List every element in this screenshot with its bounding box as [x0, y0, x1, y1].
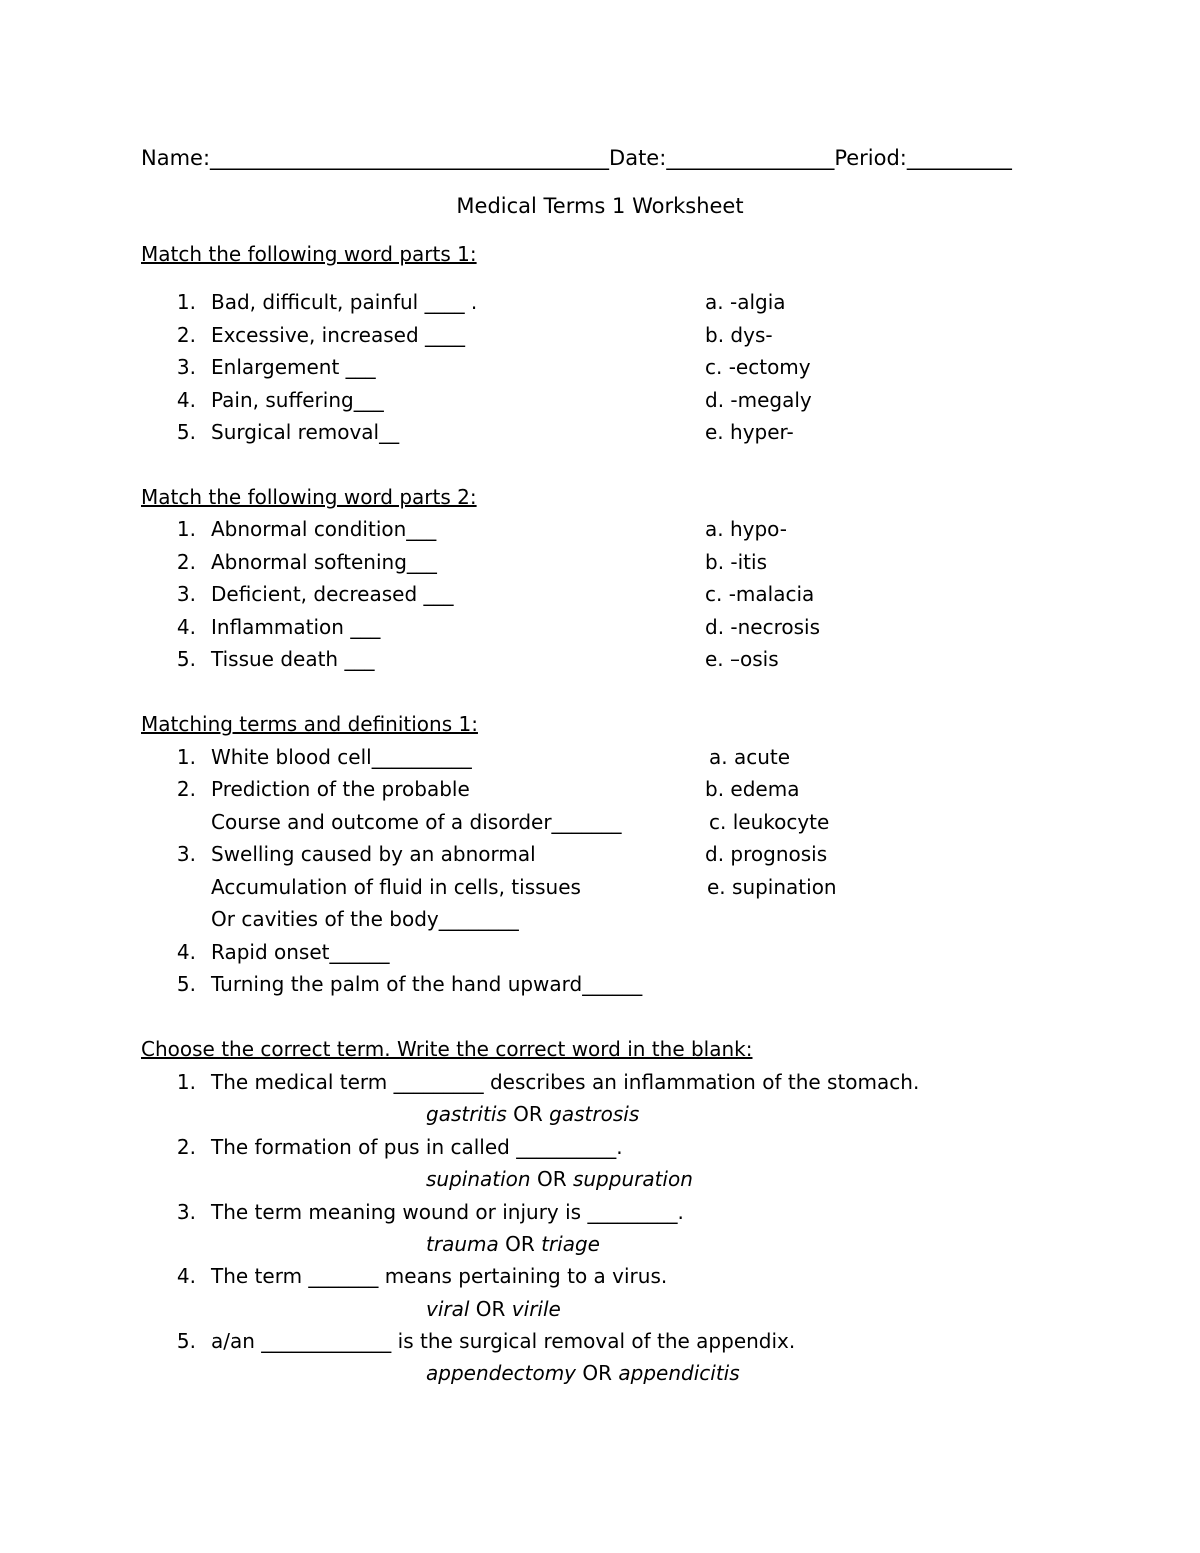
question-text: describes an inflammation of the stomach.	[483, 1070, 920, 1094]
choice-or: OR	[498, 1232, 542, 1256]
list-item-number: 5.	[176, 647, 196, 671]
list-item-number: 3.	[176, 355, 196, 379]
choice-a: supination	[426, 1167, 531, 1191]
list-item: Abnormal softening___	[211, 550, 437, 574]
answer-blank: _________	[587, 1200, 678, 1224]
list-item: Pain, suffering___	[211, 388, 384, 412]
list-item-number: 4.	[176, 1264, 196, 1288]
question-text: The term	[211, 1264, 309, 1288]
list-item-number: 1.	[176, 290, 196, 314]
section2-heading: Match the following word parts 2:	[141, 485, 477, 509]
choice-line	[426, 1231, 600, 1257]
question-text: .	[677, 1200, 684, 1224]
choice-or: OR	[506, 1102, 550, 1126]
choice-b: gastrosis	[549, 1102, 640, 1126]
choice-b: triage	[541, 1232, 600, 1256]
list-item-number: 5.	[176, 1329, 196, 1353]
question-text: is the surgical removal of the appendix.	[391, 1329, 796, 1353]
answer-blank: __________	[516, 1135, 617, 1159]
option-item: c. -malacia	[705, 582, 815, 606]
header-line	[141, 145, 1012, 171]
period-label: Period:	[834, 146, 907, 170]
list-item: Abnormal condition___	[211, 517, 437, 541]
list-item-number: 5.	[176, 420, 196, 444]
list-item: Bad, difficult, painful ____ .	[211, 290, 478, 314]
list-item-number: 3.	[176, 582, 196, 606]
option-item: b. -itis	[705, 550, 768, 574]
option-item: d. prognosis	[705, 842, 828, 866]
list-item: Prediction of the probable	[211, 777, 470, 801]
list-item: Tissue death ___	[211, 647, 375, 671]
choice-a: viral	[426, 1297, 470, 1321]
list-item: Turning the palm of the hand upward______	[211, 972, 643, 996]
list-item: Inflammation ___	[211, 615, 381, 639]
option-item: b. dys-	[705, 323, 773, 347]
list-item	[211, 1134, 623, 1160]
choice-or: OR	[576, 1361, 619, 1385]
list-item-number: 1.	[176, 745, 196, 769]
list-item: Excessive, increased ____	[211, 323, 466, 347]
list-item-number: 2.	[176, 323, 196, 347]
list-item-continuation: Accumulation of fluid in cells, tissues	[211, 875, 581, 899]
section3-heading: Matching terms and definitions 1:	[141, 712, 478, 736]
list-item	[211, 1263, 667, 1289]
answer-blank: _____________	[261, 1329, 392, 1353]
choice-a: appendectomy	[426, 1361, 577, 1385]
name-label: Name:	[141, 146, 211, 170]
list-item-number: 3.	[176, 1200, 196, 1224]
question-text: .	[616, 1135, 623, 1159]
choice-b: appendicitis	[618, 1361, 740, 1385]
choice-line	[426, 1101, 639, 1127]
page-title: Medical Terms 1 Worksheet	[456, 194, 744, 218]
date-label: Date:	[609, 146, 667, 170]
answer-blank: _______	[308, 1264, 379, 1288]
section1-heading: Match the following word parts 1:	[141, 242, 477, 266]
question-text: means pertaining to a virus.	[378, 1264, 668, 1288]
question-text: The medical term	[211, 1070, 394, 1094]
list-item-number: 5.	[176, 972, 196, 996]
choice-line	[426, 1166, 693, 1192]
list-item-number: 2.	[176, 777, 196, 801]
option-item: e. supination	[707, 875, 837, 899]
list-item-continuation: Or cavities of the body________	[211, 907, 519, 931]
list-item-number: 2.	[176, 550, 196, 574]
list-item: White blood cell__________	[211, 745, 472, 769]
option-item: b. edema	[705, 777, 800, 801]
list-item-number: 3.	[176, 842, 196, 866]
list-item: Rapid onset______	[211, 940, 390, 964]
option-item: c. leukocyte	[709, 810, 830, 834]
list-item: Surgical removal__	[211, 420, 400, 444]
list-item-number: 4.	[176, 940, 196, 964]
choice-line	[426, 1360, 740, 1386]
question-text: The formation of pus in called	[211, 1135, 517, 1159]
list-item-number: 1.	[176, 1070, 196, 1094]
choice-a: trauma	[426, 1232, 499, 1256]
choice-a: gastritis	[426, 1102, 507, 1126]
choice-line	[426, 1296, 561, 1322]
date-blank: ________________	[666, 146, 835, 170]
option-item: e. –osis	[705, 647, 779, 671]
list-item-number: 2.	[176, 1135, 196, 1159]
list-item-number: 4.	[176, 388, 196, 412]
choice-b: suppuration	[572, 1167, 693, 1191]
list-item: Deficient, decreased ___	[211, 582, 454, 606]
list-item-continuation: Course and outcome of a disorder_______	[211, 810, 622, 834]
list-item	[211, 1199, 684, 1225]
name-blank: ______________________________________	[210, 146, 610, 170]
list-item-number: 4.	[176, 615, 196, 639]
choice-b: virile	[511, 1297, 561, 1321]
list-item	[211, 1328, 795, 1354]
period-blank: __________	[906, 146, 1012, 170]
option-item: e. hyper-	[705, 420, 794, 444]
question-text: a/an	[211, 1329, 262, 1353]
list-item	[211, 1069, 919, 1095]
choice-or: OR	[530, 1167, 573, 1191]
option-item: d. -megaly	[705, 388, 812, 412]
list-item: Enlargement ___	[211, 355, 376, 379]
question-text: The term meaning wound or injury is	[211, 1200, 588, 1224]
section4-heading: Choose the correct term. Write the correct word in the blank:	[141, 1037, 753, 1061]
option-item: a. -algia	[705, 290, 786, 314]
choice-or: OR	[469, 1297, 512, 1321]
option-item: a. acute	[709, 745, 791, 769]
option-item: c. -ectomy	[705, 355, 811, 379]
answer-blank: _________	[393, 1070, 484, 1094]
list-item: Swelling caused by an abnormal	[211, 842, 536, 866]
option-item: a. hypo-	[705, 517, 788, 541]
list-item-number: 1.	[176, 517, 196, 541]
option-item: d. -necrosis	[705, 615, 821, 639]
